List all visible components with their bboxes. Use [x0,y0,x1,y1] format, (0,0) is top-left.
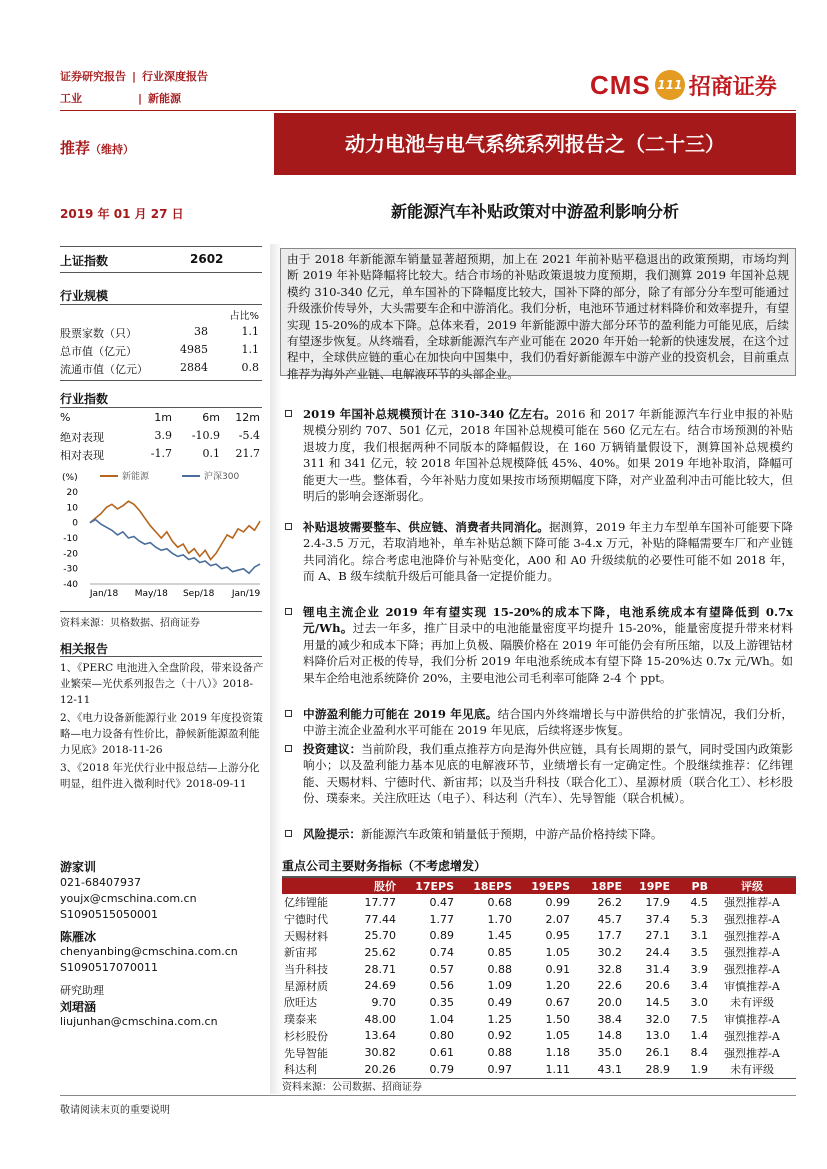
y-tick-label: -10 [63,534,78,544]
value-cell: 22.6 [597,979,622,993]
rating-cell: 未有评级 [730,996,774,1010]
value-cell: 9.70 [371,995,396,1009]
value-cell: 27.1 [645,929,670,943]
bullet-lead: 风险提示： [303,827,361,841]
bullet-point [285,706,793,739]
table-row [282,1028,796,1045]
value-cell: 4.5 [690,895,708,909]
value-cell: 0.91 [545,962,570,976]
bullet-point [285,406,793,504]
scale-col-header [60,307,262,323]
rating-cell: 强烈推荐-A [724,1046,780,1060]
value-cell: 35.0 [597,1046,622,1060]
table-header-row [282,878,796,894]
value-cell: 0.74 [429,945,454,959]
rating-cell: 审慎推荐-A [724,1013,780,1027]
col-header: 评级 [708,878,796,894]
value-cell: 13.64 [364,1029,396,1043]
company-name-cell: 科达利 [282,1061,346,1078]
financial-table [282,878,796,1079]
related-report-item[interactable]: 3、《2018 年光伏行业中报总结—上游分化明显，组件进入微利时代》2018-09-11 [60,762,260,790]
value-cell: 1.05 [545,1029,570,1043]
bullet-point [285,519,793,585]
scale-row-label: 总市值（亿元） [60,345,137,358]
report-kind: 行业深度报告 [142,70,209,83]
value-cell: 28.71 [364,962,396,976]
y-axis-label: (%) [62,473,78,483]
value-cell: 0.97 [454,1061,512,1078]
value-cell: 7.5 [690,1012,708,1026]
logo-mark-icon: 111 [655,70,685,100]
col-header: 12m [235,411,260,424]
bullet-lead: 补贴退坡需要整车、供应链、消费者共同消化。 [303,520,549,534]
value-cell: 48.00 [364,1012,396,1026]
scale-row-value: 38 [194,325,208,338]
divider [60,246,262,247]
col-header: 18PE [570,878,622,894]
table-row [282,1061,796,1078]
bullet-square-icon [285,523,292,530]
rating-label: 推荐 [60,139,91,157]
value-cell: 1.04 [429,1012,454,1026]
separator: | [138,92,143,105]
value-cell: 37.4 [645,912,670,926]
value-cell: 3.5 [690,945,708,959]
rating-cell: 强烈推荐-A [724,946,780,960]
analyst-name: 陈雁冰 [60,930,97,944]
value-cell: 2.07 [545,912,570,926]
bullet-lead: 中游盈利能力可能在 2019 年见底。 [303,707,498,721]
bullet-lead: 锂电主流企业 2019 年有望实现 15-20%的成本下降，电池系统成本有望降低到 0.7x 元/Wh。 [303,605,793,636]
col-header: % [60,411,71,424]
value-cell: 32.0 [645,1012,670,1026]
value-cell: 0.80 [429,1029,454,1043]
bullet-square-icon [285,410,292,417]
bullet-lead: 2019 年国补总规模预计在 310-340 亿左右。 [303,407,556,421]
bullet-square-icon [285,710,292,717]
summary-box: 由于 2018 年新能源车销量显著超预期，加上在 2021 年前补贴平稳退出的政策预期，市场均判断 2019 年补贴降幅将比较大。结合市场的补贴政策退坡力度预期，我们测算 2019 年国补总规模约 310-340 亿元，单车国补的下降幅度比较大，国补下降的部分，除了有部分分车型可能通过升级涨价传导外，大头需要车企和中游消化。我们分析，电池环节通过材料降价和效率提升，有望实现 15-20%的成本下降。总体来看，2019 年新能源中游大部分环节的盈利能力可能见底，后续有望逐步恢复。从终端看，全球新能源汽车产业可能在 2020 年开始一轮新的快速发展，在这个过程中，全球供应链的重心在加快向中国集中，我们仍看好新能源车中游产业的投资机会，目前重点推荐为海外产业链、电解液环节的头部企业。 [280,248,796,376]
chart-source: 资料来源：贝格数据、招商证券 [60,618,200,629]
y-tick-label: 0 [72,518,78,529]
perf-value: -1.7 [150,447,172,460]
scale-row [60,361,262,377]
value-cell: 38.4 [597,1012,622,1026]
value-cell: 1.11 [512,1061,570,1078]
value-cell: 3.1 [690,929,708,943]
divider [60,407,262,408]
footer-rule [60,1095,796,1096]
company-name-cell: 宁德时代 [284,913,328,927]
rating-cell: 强烈推荐-A [724,963,780,977]
index-row [60,252,262,268]
value-cell: 30.2 [597,945,622,959]
value-cell: 0.49 [487,995,512,1009]
separator: | [132,70,137,83]
cms-logo [590,66,777,104]
col-header: 19EPS [512,878,570,894]
y-tick-label: -30 [63,564,78,575]
performance-chart [60,470,265,610]
scale-row-label: 股票家数（只） [60,327,137,340]
bullet-body: 据测算，2019 年主力车型单车国补可能要下降 2.4-3.5 万元，若取消地补，单车补贴总额下降可能 3-4.x 万元，补贴的降幅需要车厂和产业链共同消化。综合考虑电池降价与补贴变化，A00 和 A0 升级续航的必要性可能不如 2018 年，而 A、B 级车续航升级后可能具备一定提价能力。 [303,520,793,584]
value-cell: 1.05 [545,945,570,959]
footer-note: 敬请阅读末页的重要说明 [60,1105,170,1116]
value-cell: 13.0 [645,1029,670,1043]
analyst-cert: S1090517070011 [60,961,158,974]
perf-value: 0.1 [202,447,220,460]
chart-axes [62,473,260,599]
report-type: 证券研究报告 [60,70,126,83]
assistant-name: 刘珺涵 [60,1000,97,1014]
index-value: 2602 [190,252,224,266]
value-cell: 20.0 [597,995,622,1009]
rating-cell: 强烈推荐-A [724,913,780,927]
report-subtitle: 新能源汽车补贴政策对中游盈利影响分析 [390,202,679,221]
scale-row [60,325,262,341]
value-cell: 1.50 [545,1012,570,1026]
divider [60,272,262,273]
chart-legend [100,470,239,482]
col-header: 18EPS [454,878,512,894]
value-cell: 0.61 [429,1046,454,1060]
col-header: 1m [154,411,172,424]
company-name-cell: 天赐材料 [284,929,328,943]
scale-row-value: 2884 [180,361,208,374]
perf-value: 3.9 [154,429,172,442]
scale-row-label: 流通市值（亿元） [60,363,148,376]
table-row [282,994,796,1011]
value-cell: 1.70 [487,912,512,926]
col-header: 17EPS [396,878,454,894]
value-cell: 25.70 [364,929,396,943]
value-cell: 20.6 [645,979,670,993]
series-line-0 [90,501,260,559]
analyst-phone: 021-68407937 [60,876,141,889]
value-cell: 1.45 [487,929,512,943]
value-cell: 1.18 [545,1046,570,1060]
col-header: 股价 [346,878,396,894]
index-label: 上证指数 [60,254,109,268]
value-cell: 0.67 [545,995,570,1009]
bullet-body: 新能源汽车政策和销量低于预期，中游产品价格持续下降。 [360,827,663,841]
value-cell: 0.68 [487,895,512,909]
value-cell: 0.57 [429,962,454,976]
scale-row-value: 4985 [180,343,208,356]
value-cell: 14.8 [597,1029,622,1043]
index-col-header [60,411,262,427]
table-row [282,977,796,994]
value-cell: 1.09 [487,979,512,993]
series-line-1 [90,520,260,574]
value-cell: 1.20 [545,979,570,993]
value-cell: 3.0 [690,995,708,1009]
value-cell: 5.3 [690,912,708,926]
value-cell: 1.25 [487,1012,512,1026]
value-cell: 0.79 [396,1061,454,1078]
x-tick-label: Sep/18 [182,589,215,599]
company-name-cell: 欣旺达 [284,996,317,1010]
report-title: 动力电池与电气系统系列报告之（二十三） [345,132,725,156]
sector: 工业 [60,92,82,105]
analyst-cert: S1090515050001 [60,908,158,921]
scale-row-pct: 1.1 [241,343,259,356]
company-name-cell: 璞泰来 [284,1013,317,1027]
y-tick-label: 20 [66,488,78,498]
assistant-role: 研究助理 [60,984,104,997]
scale-row [60,343,262,359]
bullet-lead: 投资建议： [303,742,362,756]
industry-scale-heading: 行业规模 [60,289,109,303]
value-cell: 20.26 [346,1061,396,1078]
table-row [282,927,796,944]
value-cell: 14.5 [645,995,670,1009]
bullet-point [285,604,793,686]
value-cell: 0.35 [429,995,454,1009]
y-tick-label: 10 [66,503,78,514]
rating-cell: 审慎推荐-A [724,979,780,993]
value-cell: 0.89 [429,929,454,943]
value-cell: 0.88 [487,962,512,976]
company-name-cell: 杉杉股份 [284,1029,328,1043]
value-cell: 3.4 [690,979,708,993]
value-cell: 8.4 [690,1046,708,1060]
report-type-line [60,68,208,84]
col-header: 6m [202,411,220,424]
table-row [282,1044,796,1061]
value-cell: 0.56 [429,979,454,993]
value-cell: 0.99 [545,895,570,909]
bullet-point [285,741,793,807]
analyst-email[interactable]: chenyanbing@cmschina.com.cn [60,945,238,958]
bullet-body: 结合国内外终端增长与中游供给的扩张情况，我们分析，中游主流企业盈利水平可能在 2019 年见底，后续将逐步恢复。 [303,707,793,738]
scale-row-pct: 1.1 [241,325,259,338]
analyst-email[interactable]: youjx@cmschina.com.cn [60,892,197,905]
logo-cms-text: CMS [590,69,651,100]
divider [60,304,262,305]
x-tick-label: Jan/18 [89,589,119,599]
rating-cell: 强烈推荐-A [724,929,780,943]
value-cell: 0.85 [487,945,512,959]
rating-cell: 未有评级 [708,1061,796,1078]
value-cell: 26.2 [597,895,622,909]
rating-cell: 强烈推荐-A [724,896,780,910]
value-cell: 77.44 [364,912,396,926]
company-name-cell: 当升科技 [284,963,328,977]
value-cell: 24.4 [645,945,670,959]
value-cell: 26.1 [645,1046,670,1060]
table-row [282,944,796,961]
rating-note: （维持） [90,143,135,156]
divider [60,656,262,657]
value-cell: 43.1 [570,1061,622,1078]
value-cell: 28.9 [622,1061,670,1078]
table-source: 资料来源：公司数据、招商证券 [282,1082,422,1093]
value-cell: 45.7 [597,912,622,926]
related-report-item[interactable]: 1、《PERC 电池进入全盘阶段，带来设备产业繁荣—光伏系列报告之（十八）》2018-12-11 [60,662,264,706]
chart-lines [90,501,260,573]
bullet-square-icon [285,745,292,752]
divider [60,611,262,612]
perf-label: 绝对表现 [60,431,104,444]
company-name-cell: 亿纬锂能 [284,896,328,910]
value-cell: 17.9 [645,895,670,909]
col-header [282,878,346,894]
logo-company-name: 招商证券 [688,74,777,100]
bullet-body: 过去一年多，推广目录中的电池能量密度平均提升 15-20%，能量密度提升带来材料用量的减少和成本下降；再加上负极、隔膜价格在 2019 年可能仍会有所压缩，以及上游锂钴材料降价后对正极的传导，我们分析 2019 年电池系统成本有望下降 15-20%达 0.7x 元/Wh。如果车企给电池系统降价 20%，主要电池公司毛利率可能降 2-4 个 ppt。 [303,621,793,685]
x-tick-label: Jan/19 [231,589,261,599]
assistant-email[interactable]: liujunhan@cmschina.com.cn [60,1015,218,1028]
rating [60,137,134,158]
bullet-body: 2016 和 2017 年新能源汽车行业申报的补贴规模分别约 707、501 亿元，2018 年国补总规模可能在 560 亿元左右。结合市场预测的补贴退坡力度，我们根据两种不同版本的降幅假设，在 160 万辆销量假设下，测算国补总规模约 311 和 341 亿元，较 2018 年国补总规模降低 45%、40%。如果 2019 年地补取消，降幅可能更大一些。整体看，今年补贴力度如果按市场预期幅度下降，对产业盈利冲击可能比较大，但明后的影响会逐渐弱化。 [303,407,793,504]
table-body [282,894,796,1078]
y-tick-label: -20 [63,549,78,560]
value-cell: 0.47 [429,895,454,909]
index-perf-row [60,447,262,463]
value-cell: 31.4 [645,962,670,976]
value-cell: 3.9 [690,962,708,976]
legend-label: 沪深300 [204,472,240,482]
value-cell: 24.69 [364,979,396,993]
bullet-point [285,826,793,842]
company-name-cell: 先导智能 [284,1046,328,1060]
bullet-square-icon [285,608,292,615]
perf-value: -5.4 [238,429,260,442]
value-cell: 17.77 [364,895,396,909]
sector-line [60,90,181,106]
table-row [282,911,796,928]
company-name-cell: 新宙邦 [284,946,317,960]
rating-cell: 强烈推荐-A [724,1029,780,1043]
perf-label: 相对表现 [60,449,104,462]
col-header: 19PE [622,878,670,894]
sub-sector: 新能源 [148,92,182,105]
value-cell: 0.88 [487,1046,512,1060]
scale-row-pct: 0.8 [241,361,259,374]
value-cell: 1.77 [429,912,454,926]
report-date: 2019 年 01 月 27 日 [60,207,184,221]
company-name-cell: 星源材质 [284,979,328,993]
table-row [282,961,796,978]
divider [60,380,262,381]
value-cell: 25.62 [364,945,396,959]
index-perf-row [60,429,262,445]
x-tick-label: May/18 [134,589,168,599]
perf-value: -10.9 [191,429,220,442]
analyst-name: 游家训 [60,860,97,874]
table-row [282,1011,796,1028]
value-cell: 32.8 [597,962,622,976]
value-cell: 17.7 [597,929,622,943]
bullet-square-icon [285,830,292,837]
value-cell: 1.4 [690,1029,708,1043]
perf-value: 21.7 [235,447,260,460]
related-reports-heading: 相关报告 [60,642,109,656]
fin-table-title: 重点公司主要财务指标（不考虑增发） [282,859,487,873]
value-cell: 0.92 [487,1029,512,1043]
bullet-body: 当前阶段，我们重点推荐方向是海外供应链，具有长周期的景气，同时受国内政策影响小；以及盈利能力基本见底的电解液环节，业绩增长有一定确定性。个股继续推荐：亿纬锂能、天赐材料、宁德时代、新宙邦；以及当升科技（联合化工）、星源材质（联合化工）、杉杉股份、璞泰来。关注欣旺达（电子）、科达利（汽车）、先导智能（联合机械）。 [303,742,793,806]
related-report-item[interactable]: 2、《电力设备新能源行业 2019 年度投资策略—电力设备有性价比，静候新能源盈利能力见底》2018-11-26 [60,712,263,756]
value-cell: 1.9 [670,1061,708,1078]
legend-label: 新能源 [122,472,150,482]
pct-header: 占比% [229,311,259,322]
header-rule [60,110,796,111]
industry-index-heading: 行业指数 [60,392,109,406]
col-header: PB [670,878,708,894]
y-tick-label: -40 [63,580,78,590]
value-cell: 0.95 [545,929,570,943]
table-row [282,894,796,911]
value-cell: 30.82 [364,1046,396,1060]
